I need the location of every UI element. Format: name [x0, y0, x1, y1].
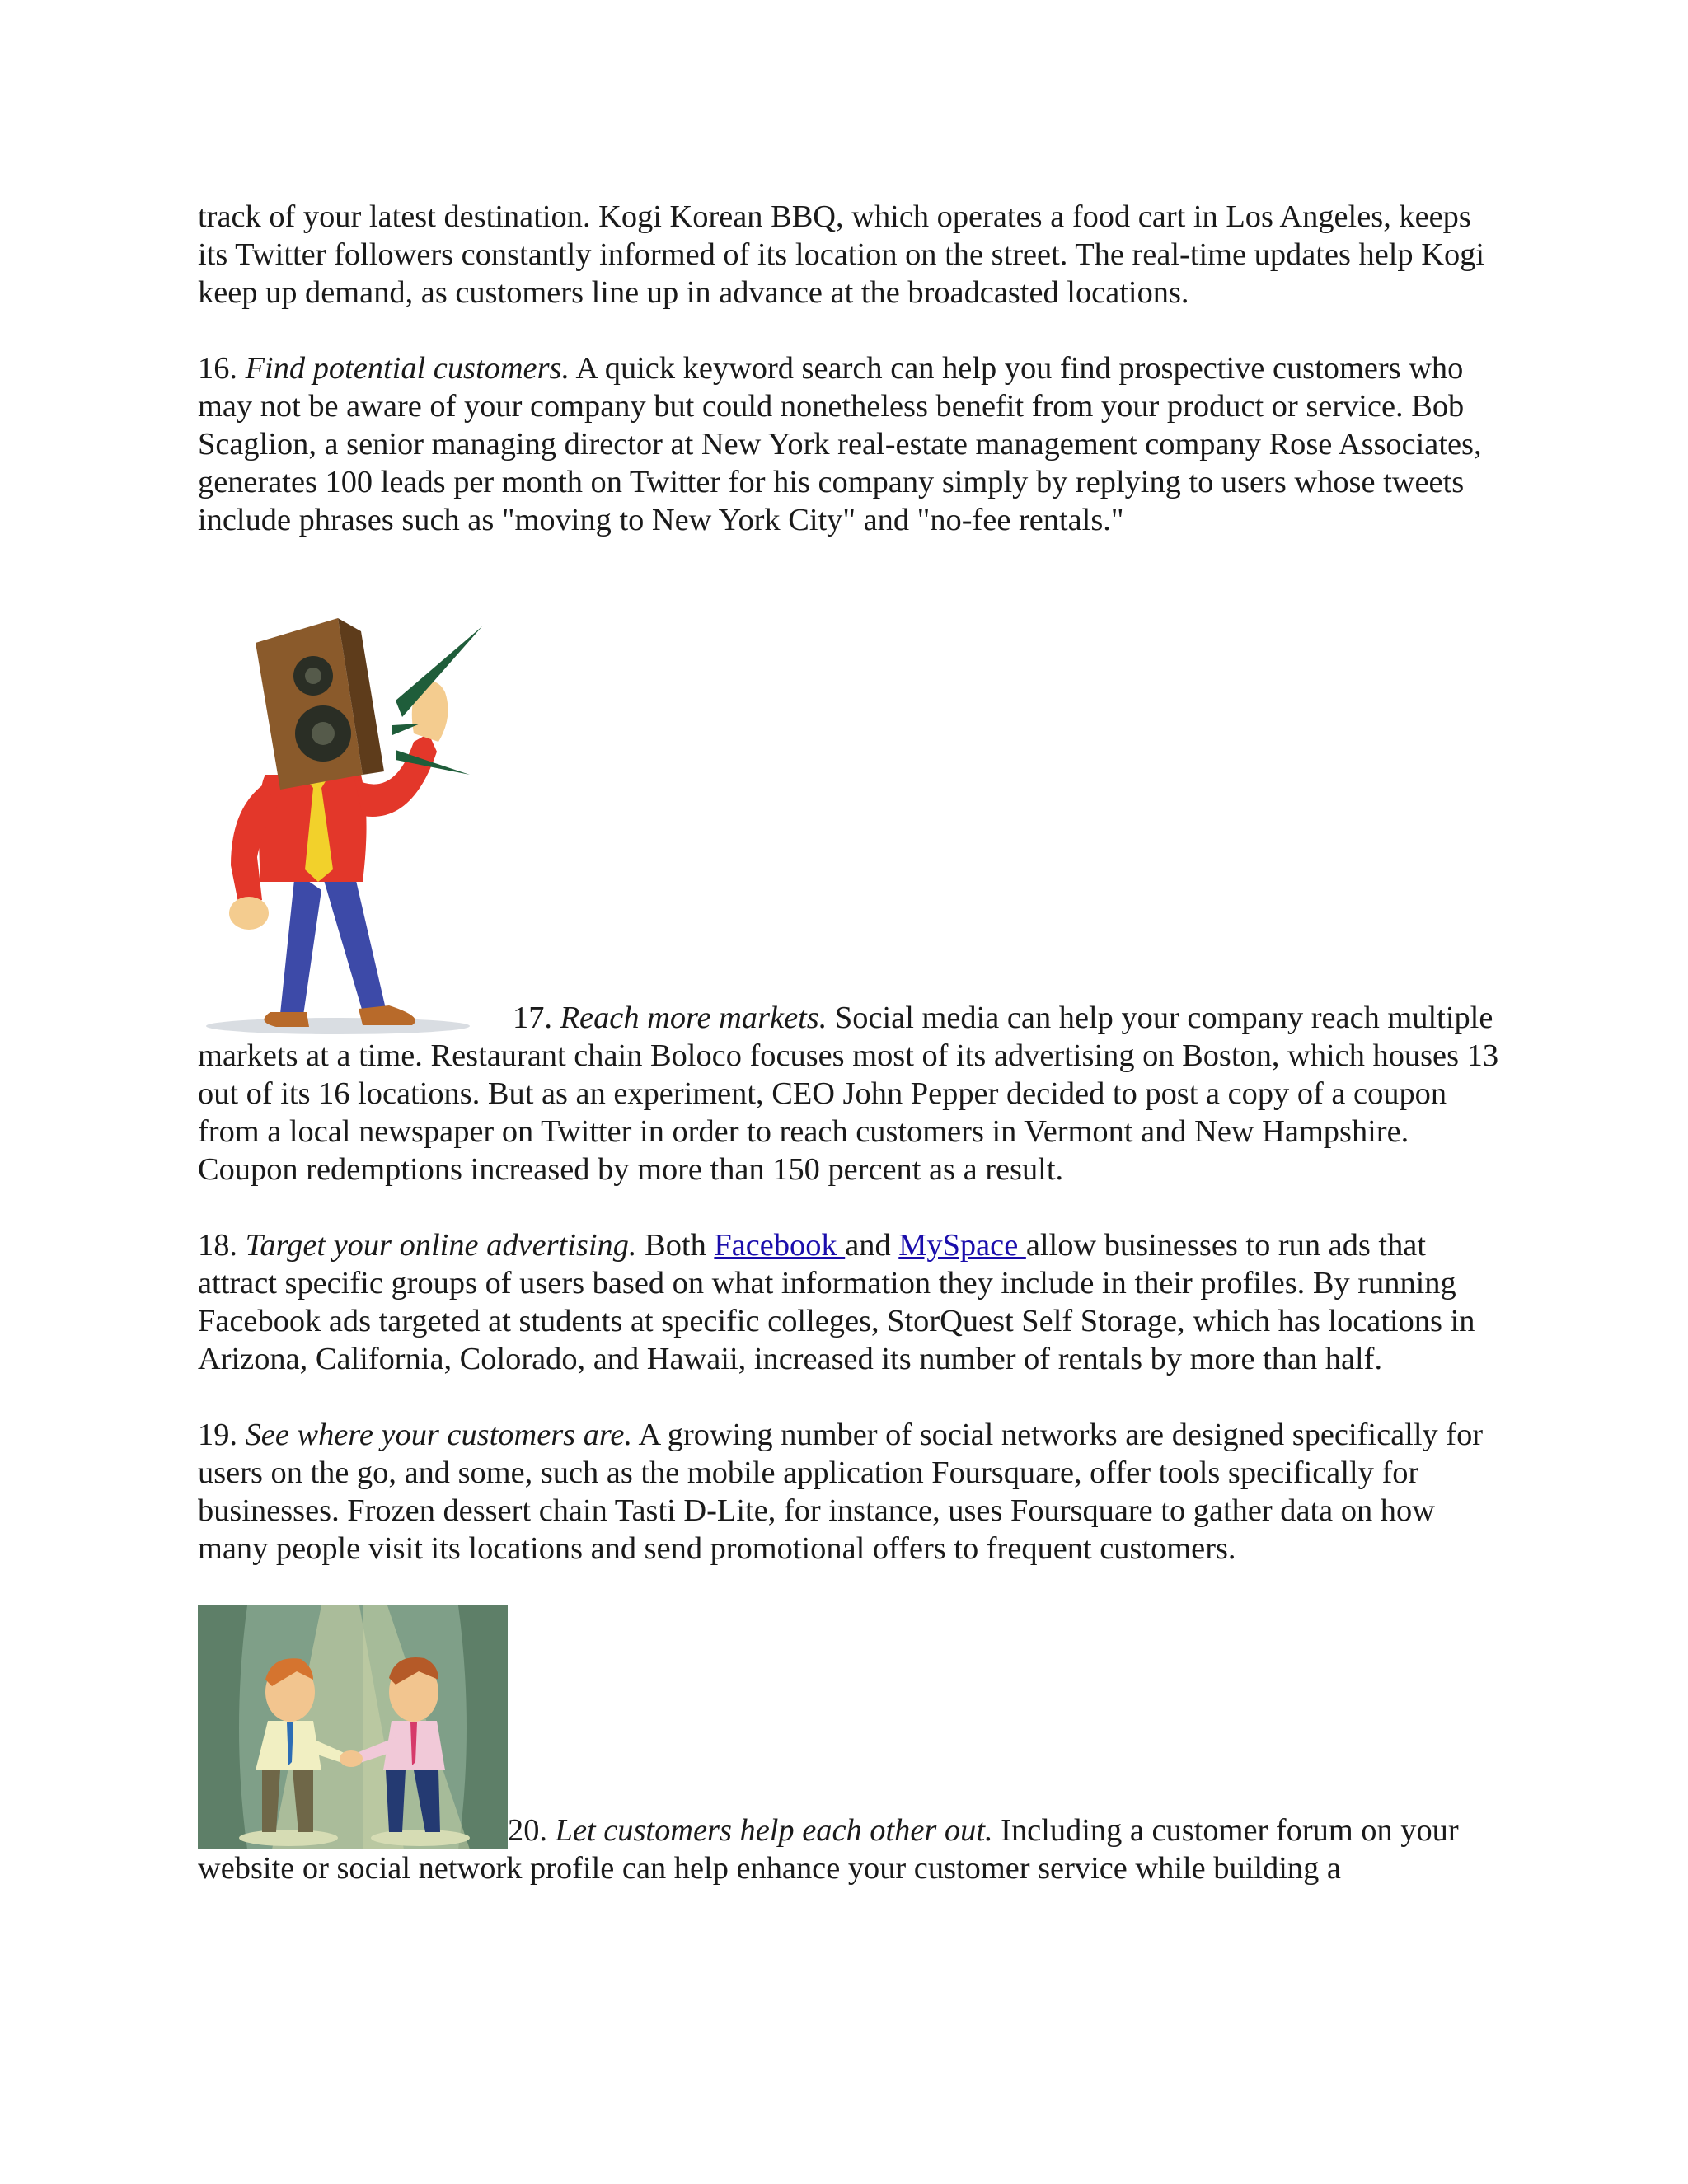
paragraph-17: [198, 610, 1500, 1188]
document-page: [198, 198, 1500, 1887]
paragraph-gap: [198, 312, 1500, 349]
facebook-link[interactable]: Facebook: [714, 1228, 846, 1263]
paragraph-gap: [198, 1188, 1500, 1226]
myspace-link[interactable]: MySpace: [898, 1228, 1026, 1263]
paragraph-19: [198, 1416, 1500, 1568]
paragraph-20: [198, 1605, 1500, 1887]
item-heading: Reach more markets.: [560, 1001, 828, 1035]
item-number: 17.: [513, 1001, 560, 1035]
item-number: 18.: [198, 1228, 246, 1263]
item-number: 19.: [198, 1418, 246, 1452]
paragraph-gap: [198, 539, 1500, 577]
speaker-man-image: [198, 610, 504, 1037]
image-spacer: [198, 577, 1500, 610]
item-heading: See where your customers are.: [245, 1418, 633, 1452]
item-body: Including a customer forum on your website or social network profile can help enhance your customer service while building a: [198, 1813, 1459, 1886]
paragraph-15-continued: track of your latest destination. Kogi Korean BBQ, which operates a food cart in Los Angeles, keeps its Twitter followers constantly informed of its location on the street. The real-time updates help Kogi keep up demand, as customers line up in advance at the broadcasted locations.: [198, 199, 1485, 310]
paragraph-18: [198, 1226, 1500, 1378]
paragraph-16: [198, 349, 1500, 539]
item-body: allow businesses to run ads that attract specific groups of users based on what information they include in their profiles. By running Facebook ads targeted at students at specific colleges, StorQuest Self Storage, which has locations in Arizona, California, Colorado, and Hawaii, increased its number of rentals by more than half.: [198, 1228, 1475, 1376]
item-number: 20.: [508, 1813, 556, 1848]
item-heading: Let customers help each other out.: [555, 1813, 993, 1848]
paragraph-gap: [198, 1568, 1500, 1605]
item-body: A quick keyword search can help you find prospective customers who may not be aware of your company but could nonetheless benefit from your product or service. Bob Scaglion, a senior managing director at New York real-estate management company Rose Associates, generates 100 leads per month on Twitter for his company simply by replying to users whose tweets include phrases such as "moving to New York City" and "no-fee rentals.": [198, 351, 1482, 537]
item-number: 16.: [198, 351, 246, 386]
item-body: Social media can help your company reach multiple markets at a time. Restaurant chain Boloco focuses most of its advertising on Boston, which houses 13 out of its 16 locations. But as an experiment, CEO John Pepper decided to post a copy of a coupon from a local newspaper on Twitter in order to reach customers in Vermont and New Hampshire. Coupon redemptions increased by more than 150 percent as a result.: [198, 1001, 1499, 1187]
paragraph-gap: [198, 1378, 1500, 1416]
handshake-image: [198, 1605, 508, 1849]
item-heading: Target your online advertising.: [245, 1228, 637, 1263]
item-body: A growing number of social networks are designed specifically for users on the go, and some, such as the mobile application Foursquare, offer tools specifically for businesses. Frozen dessert chain Tasti D-Lite, for instance, uses Foursquare to gather data on how many people visit its locations and send promotional offers to frequent customers.: [198, 1418, 1484, 1566]
item-text: and: [845, 1228, 899, 1263]
item-text: Both: [636, 1228, 715, 1263]
item-heading: Find potential customers.: [245, 351, 570, 386]
